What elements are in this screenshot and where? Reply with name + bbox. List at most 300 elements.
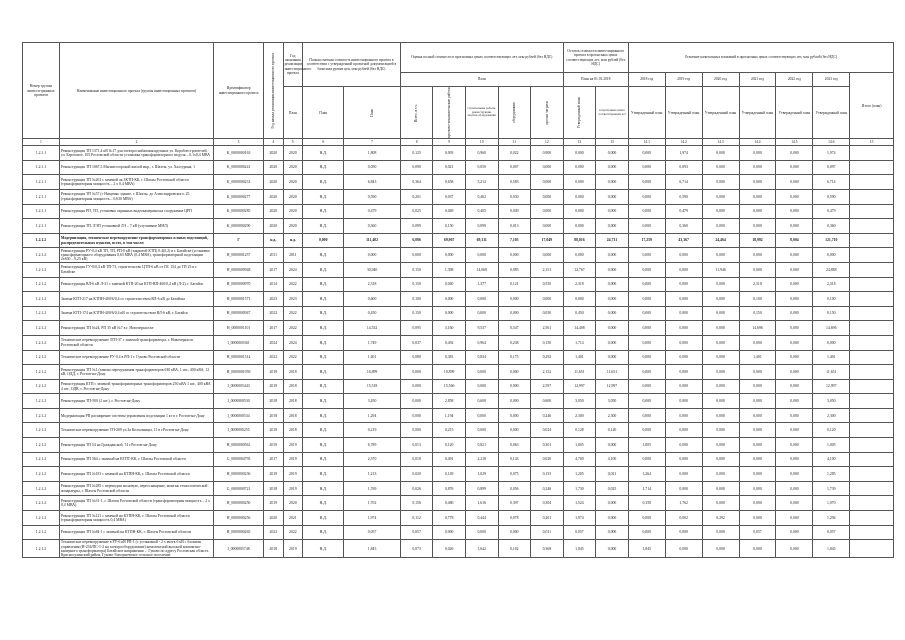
row-value: 0,000 [531,204,564,219]
row-year-start: 2024 [264,335,284,350]
row-value: 0,000 [596,335,629,350]
row-value: 0,100 [813,292,850,307]
row-value: 0,778 [433,511,466,526]
row-value: 0,000 [702,160,739,175]
table-row [23,496,894,511]
row-year-end: 2024 [283,262,303,277]
row-value-empty [850,306,894,321]
row-value: 0,000 [498,408,531,423]
row-value: 0,000 [628,146,665,161]
row-value: 0,000 [665,277,702,292]
header-sub-plan: План [344,87,400,139]
row-value: 0,360 [813,219,850,234]
row-value: 0,000 [739,175,776,190]
row-value: 0,000 [776,423,813,438]
row-value: 0,000 [702,365,739,380]
row-value: 0,000 [628,262,665,277]
row-year-end: 2022 [283,350,303,365]
row-value: 1,285 [813,467,850,482]
row-value: 8,004 [776,233,813,248]
row-value: 0,020 [531,452,564,467]
column-number: 6 [303,139,344,146]
row-year-end: 2019 [283,481,303,496]
row-full-cost: Н.Д. [303,394,344,409]
row-value: 0,000 [628,248,665,263]
row-value: 0,000 [776,219,813,234]
row-value: 0,000 [776,204,813,219]
row-number: 1.2.1.1 [23,219,60,234]
row-value: 0,000 [665,350,702,365]
row-value: 0,000 [628,394,665,409]
table-row [23,160,894,175]
row-value: 0,150 [433,219,466,234]
row-full-cost: Н.Д. [303,306,344,321]
row-year-end: 2024 [283,335,303,350]
header-util-2018: Утвержденный план [628,87,665,139]
row-value: 0,125 [400,146,433,161]
row-value: 1,294 [344,408,400,423]
row-project-id: I_0000000534 [214,408,264,423]
row-value: 0,000 [433,525,466,540]
row-value-empty [850,292,894,307]
row-full-cost: Н.Д. [303,321,344,336]
row-value: 17,049 [531,233,564,248]
table-row [23,277,894,292]
row-value: 2,858 [433,394,466,409]
row-value: 0,057 [400,525,433,540]
row-value: 0,000 [344,248,400,263]
row-project-id: K_0000000285 [214,204,264,219]
row-value: 3,450 [344,394,400,409]
row-value: 0,057 [563,525,596,540]
row-value: 0,369 [531,540,564,558]
row-value: 0,590 [665,189,702,204]
row-value: 0,149 [433,467,466,482]
row-value: 0,000 [596,175,629,190]
row-value: 0,000 [465,525,498,540]
row-full-cost: Н.Д. [303,511,344,526]
row-number: 1.2.1.2 [23,233,60,248]
row-value: 0,000 [665,394,702,409]
row-value: 2,300 [813,408,850,423]
row-year-start: 2018 [264,408,284,423]
column-number: 5 [283,139,303,146]
row-value: 14,696 [739,321,776,336]
row-project-name: Реконструкция ТП-500 (2 шт.), г. Ростов-на-Дону [59,394,213,409]
row-value: 9,537 [465,321,498,336]
row-value: 0,583 [498,175,531,190]
row-value: 0,000 [776,262,813,277]
row-project-id: H_0000000561 [214,438,264,453]
row-year-end: 2019 [283,452,303,467]
row-value: 0,000 [465,379,498,394]
row-value: 0,000 [531,248,564,263]
row-year-end: 2022 [283,525,303,540]
table-row [23,350,894,365]
row-value: 0,000 [776,321,813,336]
row-value: 0,000 [596,219,629,234]
row-value: 1,401 [344,350,400,365]
row-value: 3,050 [563,394,596,409]
row-value: 0,292 [702,511,739,526]
row-value: 0,024 [531,423,564,438]
row-value: 0,000 [776,540,813,558]
row-value: 1,974 [344,511,400,526]
row-year-start: 2018 [264,540,284,558]
row-value: 0,000 [628,350,665,365]
row-value: 1,205 [563,467,596,482]
row-value: 0,000 [498,423,531,438]
table-row [23,394,894,409]
row-project-id: H_0000000970 [214,277,264,292]
row-value: 6,086 [400,233,433,248]
row-value: 12,997 [563,379,596,394]
row-value: 0,000 [739,438,776,453]
row-value: 1,401 [563,350,596,365]
row-project-name: Реконструкция ТП 1067,5 Магнитогорский жилой мкр., г. Шахты, ул. Халтурина, 1 [59,160,213,175]
row-value: 0,057 [344,525,400,540]
row-value-empty [850,248,894,263]
row-value: 2,318 [739,277,776,292]
row-value: 0,112 [400,511,433,526]
row-value-empty [850,204,894,219]
row-project-id: I_0000000530 [214,394,264,409]
row-value: 0,075 [498,467,531,482]
header-util-2023: Утвержденный план [813,87,850,139]
header-year-2022: 2022 год [776,73,813,87]
row-value: 0,011 [531,525,564,540]
row-value-empty [850,438,894,453]
row-full-cost: Н.Д. [303,423,344,438]
column-number: 14.2 [665,139,702,146]
row-value: 0,000 [433,292,466,307]
row-value: 0,000 [776,350,813,365]
row-project-name: Техническое перевооружение ТП-209 ул.За Колхозницы, 11 в г.Ростов-на-Дону [59,423,213,438]
row-full-cost: Н.Д. [303,408,344,423]
row-value: 1,398 [433,262,466,277]
row-value: 0,000 [665,423,702,438]
row-value: 0,000 [628,408,665,423]
row-value: 2,370 [344,452,400,467]
row-value: 0,462 [465,189,498,204]
row-value: 0,097 [813,160,850,175]
table-row [23,189,894,204]
row-number: 1.2.1.2 [23,248,60,263]
row-value: 0,000 [702,481,739,496]
column-number: 2 [59,139,213,146]
row-value: 0,000 [739,467,776,482]
row-value: 1,702 [344,496,400,511]
row-value: 0,000 [531,219,564,234]
row-value: 0,479 [344,204,400,219]
row-value: 4,100 [813,452,850,467]
row-value: 0,000 [739,146,776,161]
row-value: 0,128 [563,423,596,438]
row-value: 0,000 [531,292,564,307]
header-year-2020: 2020 год [702,73,739,87]
row-value: 0,000 [776,146,813,161]
row-value: 0,078 [498,511,531,526]
row-value: 1,005 [628,438,665,453]
row-value: 0,000 [776,481,813,496]
row-value: 0,093 [665,160,702,175]
row-value: 88,016 [563,233,596,248]
row-year-start: 2020 [264,146,284,161]
row-year-start: н.д. [264,233,284,248]
row-value: 0,590 [344,189,400,204]
row-year-end: 2023 [283,292,303,307]
investment-table [22,42,894,558]
row-value: 0,480 [433,496,466,511]
row-number: 1.2.1.2 [23,452,60,467]
row-project-name: Модернизация РП расширение системы управления подстанции 1 кт в г. Ростов-на-Дону [59,408,213,423]
header-project-name: Наименование инвестиционного проекта (группы инвестиционных проектов) [59,43,213,139]
row-value: 0,013 [400,438,433,453]
row-value: 0,000 [596,350,629,365]
row-value: 0,000 [465,365,498,380]
row-value: 2,151 [531,262,564,277]
table-row [23,365,894,380]
row-project-name: Замена КТП-217 на КТПН-400/6/0,4 со строительством ВЛ-6 кВ до Батайска [59,292,213,307]
row-value: 0,026 [400,481,433,496]
header-plan-year: План [283,87,303,139]
row-number: 1.2.1.2 [23,540,60,558]
row-value: 15,518 [344,379,400,394]
row-value: 0,120 [813,423,850,438]
row-year-end: 2018 [283,423,303,438]
row-value: 12,767 [563,262,596,277]
row-full-cost: Н.Д. [303,146,344,161]
row-value: 1,213 [344,467,400,482]
row-value: 0,000 [702,292,739,307]
row-value: 0,246 [531,408,564,423]
row-value: 2,300 [563,408,596,423]
row-year-start: 2020 [264,219,284,234]
row-value: 0,000 [776,335,813,350]
row-year-end: 2018 [283,365,303,380]
row-year-end: 2020 [283,496,303,511]
row-value: 0,000 [563,189,596,204]
row-value: 0,900 [531,146,564,161]
row-value: 3,050 [596,394,629,409]
row-project-name: Реконструкция ТП №31-1, г. Шахты Ростовской области (трансформаторная мощность – 2 x 0,4 МВА) [59,496,213,511]
row-value: 1,194 [433,408,466,423]
row-project-id: I_0000005443 [214,379,264,394]
row-project-name: Реконструкция ТП, ЛЭП установкой ЛЭ – 7 кВ (улучшение МНЛ) [59,219,213,234]
column-number: 14.3 [702,139,739,146]
table-row [23,321,894,336]
row-value: 0,000 [628,452,665,467]
row-value: 0,000 [776,160,813,175]
row-value-empty [850,350,894,365]
row-value: 0,000 [665,525,702,540]
row-value: 0,007 [498,160,531,175]
column-number: 4 [264,139,284,146]
table-row [23,335,894,350]
row-value: 0,121 [498,277,531,292]
row-value: 0,150 [400,277,433,292]
row-year-start: 2023 [264,292,284,307]
table-row [23,481,894,496]
row-value: 0,000 [702,438,739,453]
row-value: 1,769 [344,481,400,496]
row-value-empty [850,175,894,190]
row-value: 0,000 [563,248,596,263]
row-year-end: 2011 [283,248,303,263]
row-value: 0,450 [563,306,596,321]
row-project-id: Г [214,233,264,248]
row-value: 0,143 [498,452,531,467]
row-value: 0,021 [596,467,629,482]
row-value: 1,401 [739,350,776,365]
row-value: 3,160 [433,321,466,336]
row-value: 14,696 [813,321,850,336]
row-project-id: H_0000000236 [214,467,264,482]
row-project-id: K_0000000277 [214,189,264,204]
row-value: 0,093 [433,146,466,161]
header-year-2021: 2021 год [739,73,776,87]
row-value: 7,103 [498,233,531,248]
row-number: 1.2.1.2 [23,335,60,350]
row-number: 1.2.1.2 [23,262,60,277]
row-value: 0,444 [465,511,498,526]
row-value: 0,000 [702,204,739,219]
row-value: 0,491 [433,452,466,467]
row-value: 0,000 [776,379,813,394]
column-number: 8 [400,139,433,146]
row-value: 0,000 [628,321,665,336]
row-value: 0,364 [400,175,433,190]
row-value: 1,974 [665,146,702,161]
row-value: 0,099 [400,219,433,234]
row-year-end: 2022 [283,306,303,321]
row-number: 1.2.1.2 [23,394,60,409]
row-year-start: 2020 [264,204,284,219]
row-value-empty [850,511,894,526]
row-value: 5,212 [465,175,498,190]
row-value-empty [850,365,894,380]
row-value: 0,658 [433,175,466,190]
row-value: 0,000 [702,175,739,190]
row-value: 0,000 [498,306,531,321]
row-value: 14,068 [465,262,498,277]
row-full-cost: Н.Д. [303,204,344,219]
row-value: 24,464 [702,233,739,248]
row-value-empty [850,408,894,423]
row-value: 0,156 [400,496,433,511]
row-value: 1,616 [465,496,498,511]
row-year-end: 2018 [283,394,303,409]
header-group-number: Номер группы инвести-ционных проектов [23,43,60,139]
row-value: 1,377 [465,277,498,292]
row-value: 0,000 [628,511,665,526]
row-value: 0,000 [628,160,665,175]
row-value: 0,000 [465,292,498,307]
row-value: 0,000 [739,408,776,423]
row-value: 0,050 [531,306,564,321]
row-value: 0,150 [531,335,564,350]
row-value: 0,000 [739,189,776,204]
row-project-id: G_0000004793 [214,452,264,467]
row-value: 1,294 [813,511,850,526]
row-year-end: 2018 [283,379,303,394]
row-year-end: 2019 [283,467,303,482]
row-value-empty [850,540,894,558]
header-util-2020: Утвержденный план [702,87,739,139]
row-value: 0,000 [400,423,433,438]
column-number: 12 [531,139,564,146]
row-value: 0,983 [498,262,531,277]
row-value: 1,845 [628,540,665,558]
row-value: 0,150 [400,262,433,277]
row-year-start: 2022 [264,525,284,540]
row-value: 0,057 [739,525,776,540]
row-year-start: 2020 [264,160,284,175]
row-full-cost: Н.Д. [303,379,344,394]
row-value: 0,450 [344,306,400,321]
header-sub-design: проектно-изыскательские работы [433,87,466,139]
table-row [23,452,894,467]
row-value: 0,360 [665,219,702,234]
row-project-id: H_0000001059 [214,365,264,380]
row-value: 0,000 [739,248,776,263]
row-value: 6,714 [813,175,850,190]
table-row [23,379,894,394]
row-value: 0,000 [465,306,498,321]
row-value: 0,238 [498,335,531,350]
row-value: 0,120 [596,423,629,438]
row-value: 0,360 [344,219,400,234]
header-sub-equipment: оборудование [498,87,531,139]
header-util-2022: Утвержденный план [776,87,813,139]
row-value: 0,000 [739,219,776,234]
row-value: 0,000 [563,292,596,307]
row-value: 2,561 [531,321,564,336]
row-year-end: 2018 [283,408,303,423]
row-full-cost: Н.Д. [303,350,344,365]
row-value: 0,150 [813,306,850,321]
row-value: 0,025 [596,481,629,496]
row-value: 0,000 [665,452,702,467]
row-value: 0,000 [498,365,531,380]
row-number: 1.2.1.1 [23,146,60,161]
row-year-end: 2022 [283,277,303,292]
row-value: 0,099 [465,219,498,234]
row-year-start: 2014 [264,277,284,292]
row-value: 0,013 [498,219,531,234]
row-value: 0,000 [776,365,813,380]
row-project-name: Реконструкция ВЛ-6 кВ Л-31 с заменой КТП-20 на КТП-ВП-400/0,4 кВ (Л-2), г. Батайск [59,277,213,292]
row-value: 15,566 [433,379,466,394]
row-number: 1.2.1.2 [23,408,60,423]
row-project-id: K_0000000163 [214,146,264,161]
row-project-id: H_0000000948 [214,262,264,277]
row-value: 0,000 [702,146,739,161]
row-value: 121,710 [813,233,850,248]
row-value: 11,946 [702,262,739,277]
row-number: 1.2.1.1 [23,204,60,219]
row-number: 1.2.1.1 [23,160,60,175]
header-plan-cost: План [303,87,344,139]
row-project-id: H_0000000256 [214,511,264,526]
row-value: 0,000 [596,292,629,307]
row-value: 0,000 [813,248,850,263]
table-row [23,175,894,190]
row-value: 0,021 [433,160,466,175]
row-value: 0,018 [400,452,433,467]
table-row [23,467,894,482]
row-value: 6,789 [344,438,400,453]
